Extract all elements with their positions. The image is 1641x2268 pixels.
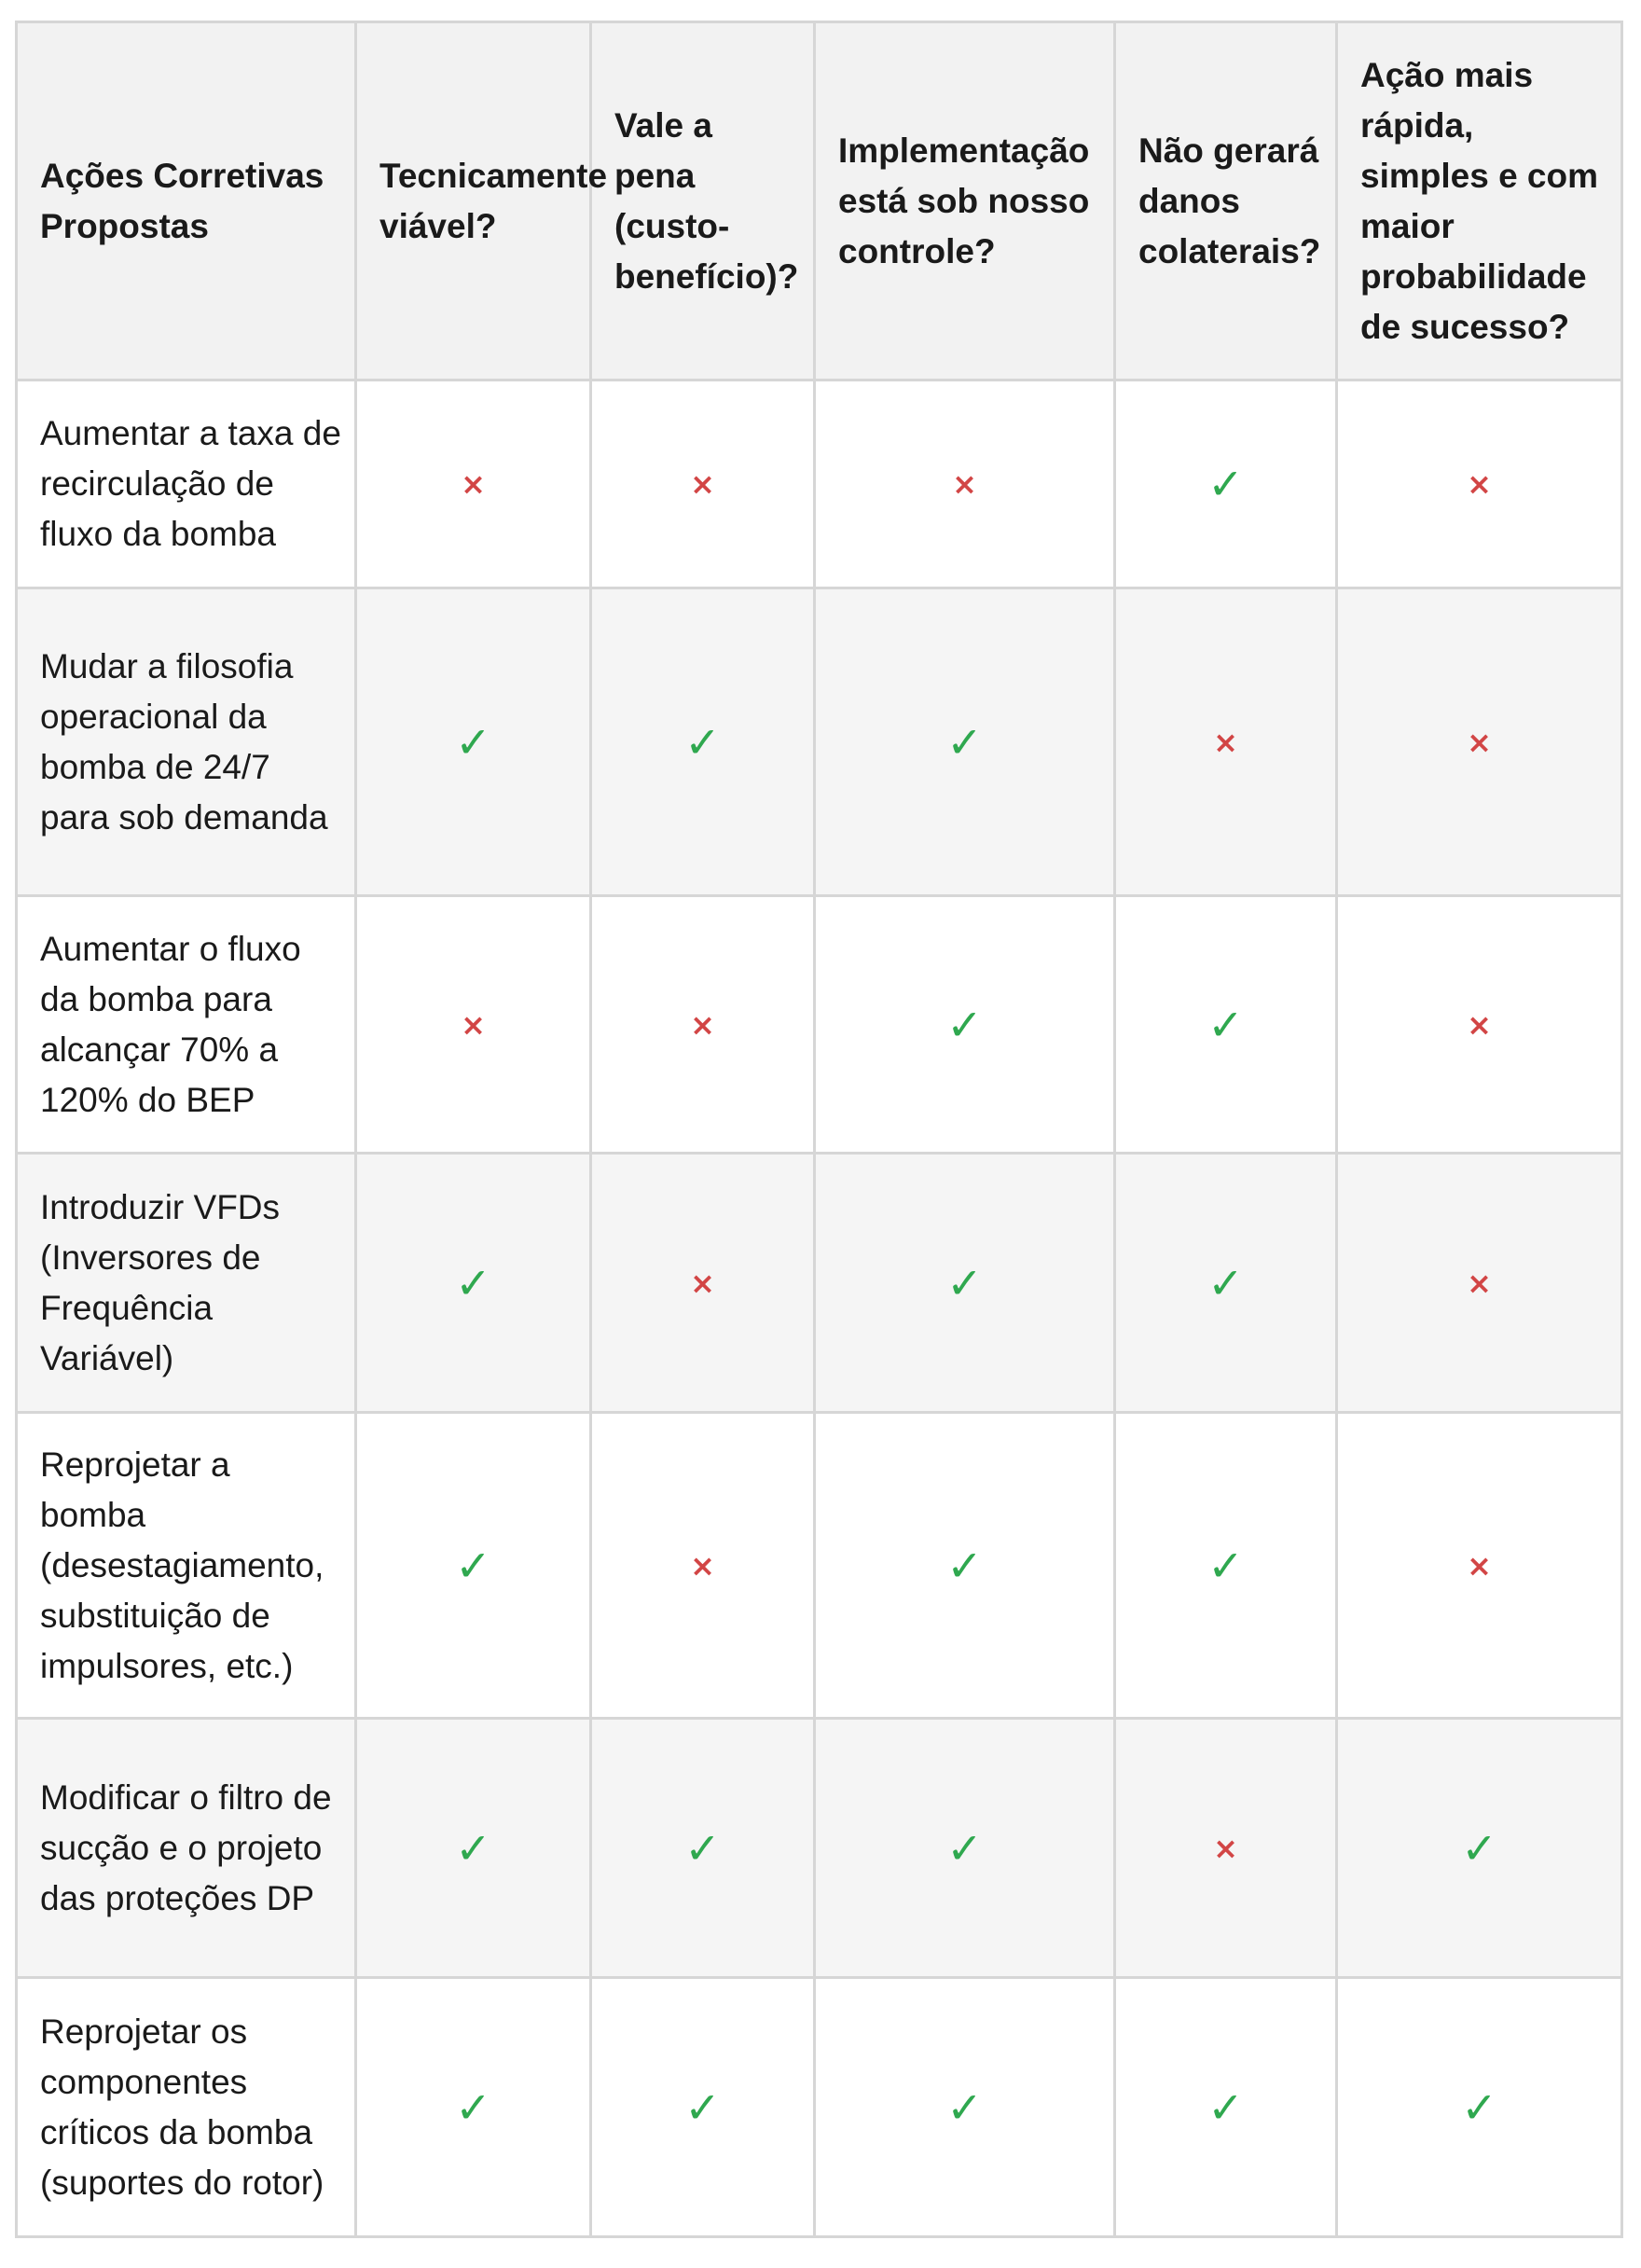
header-fastest-action: Ação mais rápida, simples e com maior probabilidade de sucesso?	[1337, 22, 1622, 380]
cross-icon: ×	[1467, 1265, 1492, 1301]
table-header	[17, 22, 1622, 380]
mark-cell	[815, 588, 1115, 896]
check-icon: ✓	[946, 1822, 983, 1874]
mark-cell	[1337, 380, 1622, 588]
cross-icon: ×	[1467, 466, 1492, 502]
table-row	[17, 896, 1622, 1154]
mark-cell	[591, 1719, 815, 1978]
check-icon: ✓	[455, 1257, 491, 1308]
check-icon: ✓	[455, 716, 491, 768]
cross-icon: ×	[952, 466, 977, 502]
table-row	[17, 1978, 1622, 2237]
header-under-control: Implementação está sob nosso controle?	[815, 22, 1115, 380]
mark-cell	[815, 1978, 1115, 2237]
header-technically-feasible: Tecnicamente viável?	[356, 22, 591, 380]
header-cost-benefit: Vale a pena (custo-benefício)?	[591, 22, 815, 380]
action-cell: Mudar a filosofia operacional da bomba de 24/7 para sob demanda	[17, 588, 356, 896]
check-icon: ✓	[1461, 2081, 1497, 2133]
mark-cell	[356, 896, 591, 1154]
header-row	[17, 22, 1622, 380]
mark-cell	[1337, 1978, 1622, 2237]
action-cell: Introduzir VFDs (Inversores de Frequência Variável)	[17, 1154, 356, 1413]
action-cell: Aumentar a taxa de recirculação de fluxo da bomba	[17, 380, 356, 588]
mark-cell	[1115, 380, 1337, 588]
check-icon: ✓	[684, 716, 721, 768]
mark-cell	[815, 1154, 1115, 1413]
mark-cell	[591, 896, 815, 1154]
mark-cell	[356, 380, 591, 588]
check-icon: ✓	[946, 1540, 983, 1591]
cross-icon: ×	[1213, 724, 1238, 760]
mark-cell	[1115, 1413, 1337, 1719]
mark-cell	[1115, 588, 1337, 896]
table-row	[17, 380, 1622, 588]
mark-cell	[591, 1154, 815, 1413]
cross-icon: ×	[1467, 1006, 1492, 1043]
mark-cell	[356, 1978, 591, 2237]
action-cell: Aumentar o fluxo da bomba para alcançar 70% a 120% do BEP	[17, 896, 356, 1154]
check-icon: ✓	[946, 1257, 983, 1308]
table-row	[17, 1154, 1622, 1413]
mark-cell	[356, 1154, 591, 1413]
check-icon: ✓	[1207, 459, 1244, 509]
action-cell: Reprojetar os componentes críticos da bomba (suportes do rotor)	[17, 1978, 356, 2237]
mark-cell	[1115, 1154, 1337, 1413]
check-icon: ✓	[684, 2081, 721, 2133]
check-icon: ✓	[1461, 1822, 1497, 1874]
cross-icon: ×	[461, 466, 486, 502]
cross-icon: ×	[690, 466, 715, 502]
mark-cell	[1337, 1413, 1622, 1719]
mark-cell	[815, 1413, 1115, 1719]
check-icon: ✓	[946, 716, 983, 768]
cross-icon: ×	[1467, 1547, 1492, 1583]
cross-icon: ×	[690, 1006, 715, 1043]
mark-cell	[1337, 588, 1622, 896]
mark-cell	[1337, 896, 1622, 1154]
mark-cell	[356, 588, 591, 896]
check-icon: ✓	[1207, 1540, 1244, 1591]
mark-cell	[1115, 1978, 1337, 2237]
mark-cell	[591, 1413, 815, 1719]
mark-cell	[591, 1978, 815, 2237]
check-icon: ✓	[455, 1540, 491, 1591]
mark-cell	[1115, 896, 1337, 1154]
action-cell: Reprojetar a bomba (desestagiamento, substituição de impulsores, etc.)	[17, 1413, 356, 1719]
mark-cell	[815, 380, 1115, 588]
check-icon: ✓	[455, 2081, 491, 2133]
check-icon: ✓	[946, 999, 983, 1050]
header-no-collateral-damage: Não gerará danos colaterais?	[1115, 22, 1337, 380]
mark-cell	[1337, 1719, 1622, 1978]
table-body	[17, 380, 1622, 2237]
mark-cell	[815, 1719, 1115, 1978]
mark-cell	[591, 588, 815, 896]
mark-cell	[356, 1413, 591, 1719]
cross-icon: ×	[461, 1006, 486, 1043]
mark-cell	[815, 896, 1115, 1154]
cross-icon: ×	[690, 1265, 715, 1301]
table-row	[17, 1719, 1622, 1978]
mark-cell	[1115, 1719, 1337, 1978]
cross-icon: ×	[690, 1547, 715, 1583]
table-row	[17, 1413, 1622, 1719]
check-icon: ✓	[1207, 1257, 1244, 1308]
check-icon: ✓	[1207, 2081, 1244, 2133]
mark-cell	[1337, 1154, 1622, 1413]
header-actions: Ações Corretivas Propostas	[17, 22, 356, 380]
check-icon: ✓	[946, 2081, 983, 2133]
check-icon: ✓	[1207, 999, 1244, 1050]
corrective-actions-table	[15, 21, 1623, 2238]
table-row	[17, 588, 1622, 896]
mark-cell	[356, 1719, 591, 1978]
check-icon: ✓	[684, 1822, 721, 1874]
check-icon: ✓	[455, 1822, 491, 1874]
cross-icon: ×	[1467, 724, 1492, 760]
cross-icon: ×	[1213, 1830, 1238, 1866]
mark-cell	[591, 380, 815, 588]
action-cell: Modificar o filtro de sucção e o projeto das proteções DP	[17, 1719, 356, 1978]
